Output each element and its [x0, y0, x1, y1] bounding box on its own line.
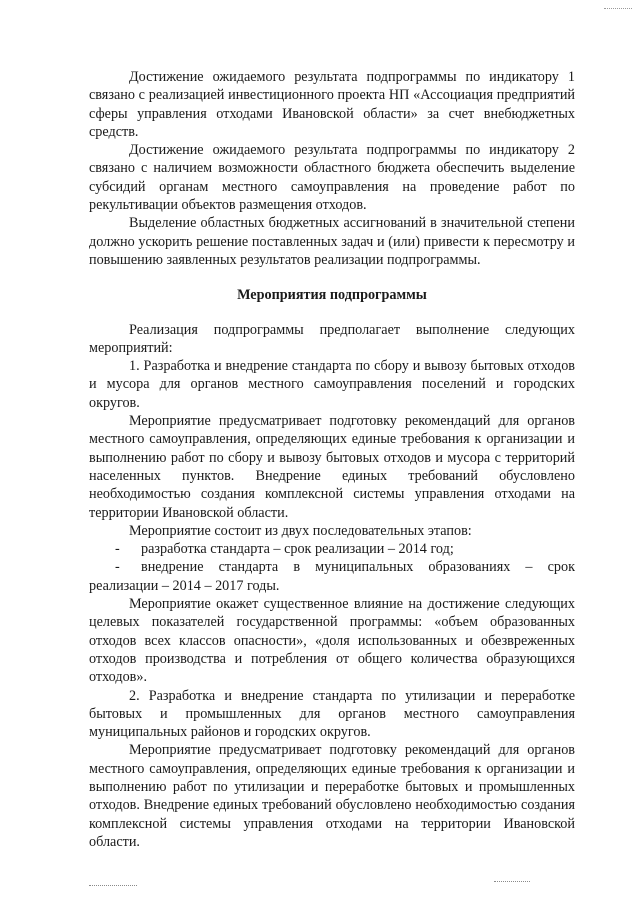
stage-1 [89, 540, 575, 558]
paragraph-budget-allocation: Выделение областных бюджетных ассигнований в значительной степени должно ускорить решение поставленных задач и (или) привести к пересмотру и повышению заявленных результатов реализации подпрограммы. [89, 215, 575, 268]
scan-artifact-bottom-left [89, 885, 137, 887]
stage-1-text: разработка стандарта – срок реализации – 2014 год; [141, 541, 454, 558]
paragraph-indicator-1: Достижение ожидаемого результата подпрограммы по индикатору 1 связано с реализацией инвестиционного проекта НП «Ассоциация предприятий сферы управления отходами Ивановской области» за счет внебюджетных средств. [89, 69, 575, 140]
measure-2-description: Мероприятие предусматривает подготовку рекомендаций для органов местного самоуправления, определяющих единые требования к организации и выполнению работ по утилизации и переработке бытовых и промышленных отходов. Внедрение единых требований обусловлено необходимостью создания комплексной системы управления отходами на территории Ивановской области. [89, 742, 575, 850]
list-dash: - [115, 541, 120, 558]
stage-2-text: внедрение стандарта в муниципальных образованиях – срок реализации – 2014 – 2017 годы. [89, 559, 575, 594]
measure-2-title: 2. Разработка и внедрение стандарта по утилизации и переработке бытовых и промышленных для органов местного самоуправления муниципальных районов и городских округов. [89, 687, 575, 741]
stage-2 [89, 558, 575, 595]
paragraph-indicator-2: Достижение ожидаемого результата подпрограммы по индикатору 2 связано с наличием возможности областного бюджета обеспечить выделение субсидий органам местного самоуправления на проведение работ по рекультивации объектов размещения отходов. [89, 142, 575, 214]
measure-1-title: 1. Разработка и внедрение стандарта по сбору и вывозу бытовых отходов и мусора для органов местного самоуправления поселений и городских округов. [89, 358, 575, 411]
scan-artifact-bottom-right [494, 881, 530, 883]
list-dash: - [115, 559, 120, 576]
paragraph-intro: Реализация подпрограммы предполагает выполнение следующих мероприятий: [89, 321, 575, 356]
stages-intro: Мероприятие состоит из двух последовательных этапов: [129, 522, 472, 539]
measure-1-description: Мероприятие предусматривает подготовку рекомендаций для органов местного самоуправления, определяющих единые требования к организации и выполнению работ по сбору и вывозу бытовых отходов и мусора с территорий населенных пунктов. Внедрение единых требований обусловлено необходимостью создания комплексной системы управления отходами на территории Ивановской области. [89, 413, 575, 521]
section-heading: Мероприятия подпрограммы [237, 287, 427, 304]
document-page [89, 68, 575, 851]
scan-artifact-top-right [604, 8, 632, 10]
paragraph-impact: Мероприятие окажет существенное влияние на достижение следующих целевых показателей государственной программы: «объем образованных отходов всех классов опасности», «доля использованных и обезвреженных отходов производства и потребления от общего количества образующихся отходов». [89, 596, 575, 686]
